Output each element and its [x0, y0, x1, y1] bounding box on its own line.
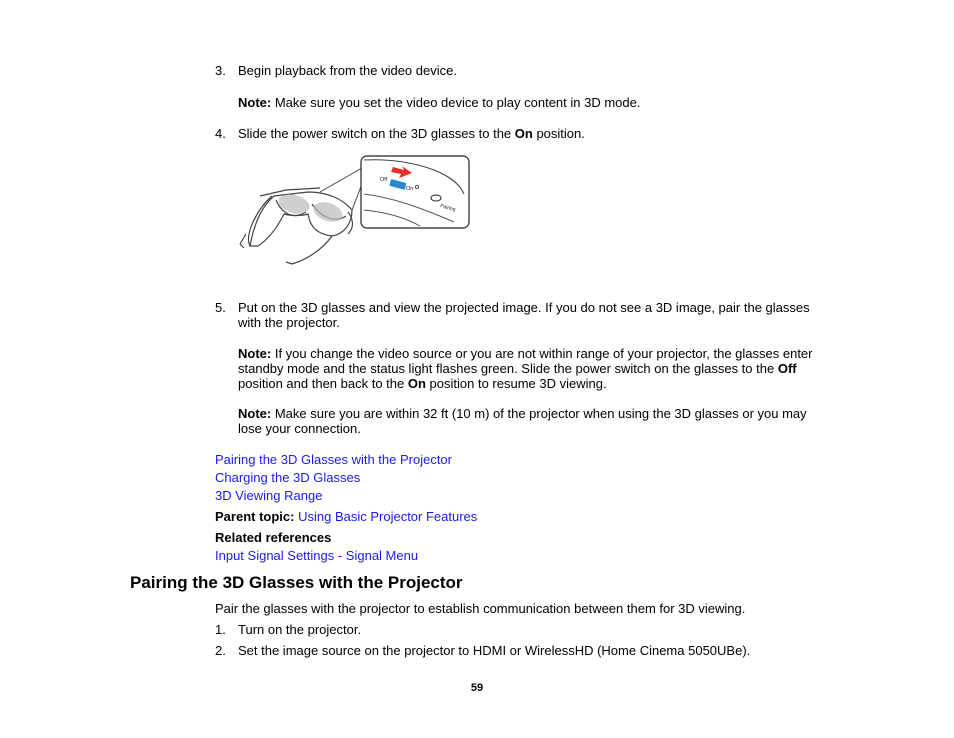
link-charging-3d-glasses[interactable]: Charging the 3D Glasses [215, 470, 361, 485]
step-3-number: 3. [215, 63, 226, 78]
step-5-line-2: with the projector. [238, 315, 340, 330]
note-text: Make sure you set the video device to play content in 3D mode. [271, 95, 641, 110]
switch-off-label: Off [380, 177, 388, 183]
section-step-1-number: 1. [215, 622, 226, 637]
step-4-number: 4. [215, 126, 226, 141]
note-2-line-1: Note: If you change the video source or you are not within range of your projector, the glasses enter [238, 346, 813, 361]
link-using-basic-projector-features[interactable]: Using Basic Projector Features [298, 509, 478, 524]
note-label: Note: [238, 95, 272, 110]
section-step-1-text: Turn on the projector. [238, 622, 362, 637]
note-3-line-2: lose your connection. [238, 421, 361, 436]
pairing-label: Pairing [439, 203, 457, 213]
glasses-switch-illustration [236, 154, 472, 268]
related-references-heading: Related references [215, 530, 332, 545]
link-pairing-3d-glasses[interactable]: Pairing the 3D Glasses with the Projector [215, 452, 452, 467]
section-step-2-number: 2. [215, 643, 226, 658]
parent-topic [215, 509, 477, 524]
link-input-signal-settings[interactable]: Input Signal Settings - Signal Menu [215, 548, 419, 563]
parent-topic-label: Parent topic: [215, 509, 295, 524]
page-number: 59 [470, 682, 484, 694]
step-5-line-1: Put on the 3D glasses and view the projected image. If you do not see a 3D image, pair the glasses [238, 300, 810, 315]
note-3-line-1: Note: Make sure you are within 32 ft (10 m) of the projector when using the 3D glasses or you may [238, 406, 807, 421]
step-5-number: 5. [215, 300, 226, 315]
note-2-line-3: position and then back to the On position to resume 3D viewing. [238, 376, 607, 391]
section-intro: Pair the glasses with the projector to establish communication between them for 3D viewing. [215, 601, 746, 616]
switch-on-label: On [406, 186, 414, 192]
section-title: Pairing the 3D Glasses with the Projector [130, 573, 463, 592]
link-3d-viewing-range[interactable]: 3D Viewing Range [215, 488, 323, 503]
note-2-line-2: standby mode and the status light flashes green. Slide the power switch on the glasses to the Off [238, 361, 797, 376]
section-step-2-text: Set the image source on the projector to HDMI or WirelessHD (Home Cinema 5050UBe). [238, 643, 751, 658]
step-4-text: Slide the power switch on the 3D glasses to the On position. [238, 126, 585, 141]
note-1 [238, 95, 640, 110]
step-3-text: Begin playback from the video device. [238, 63, 457, 78]
